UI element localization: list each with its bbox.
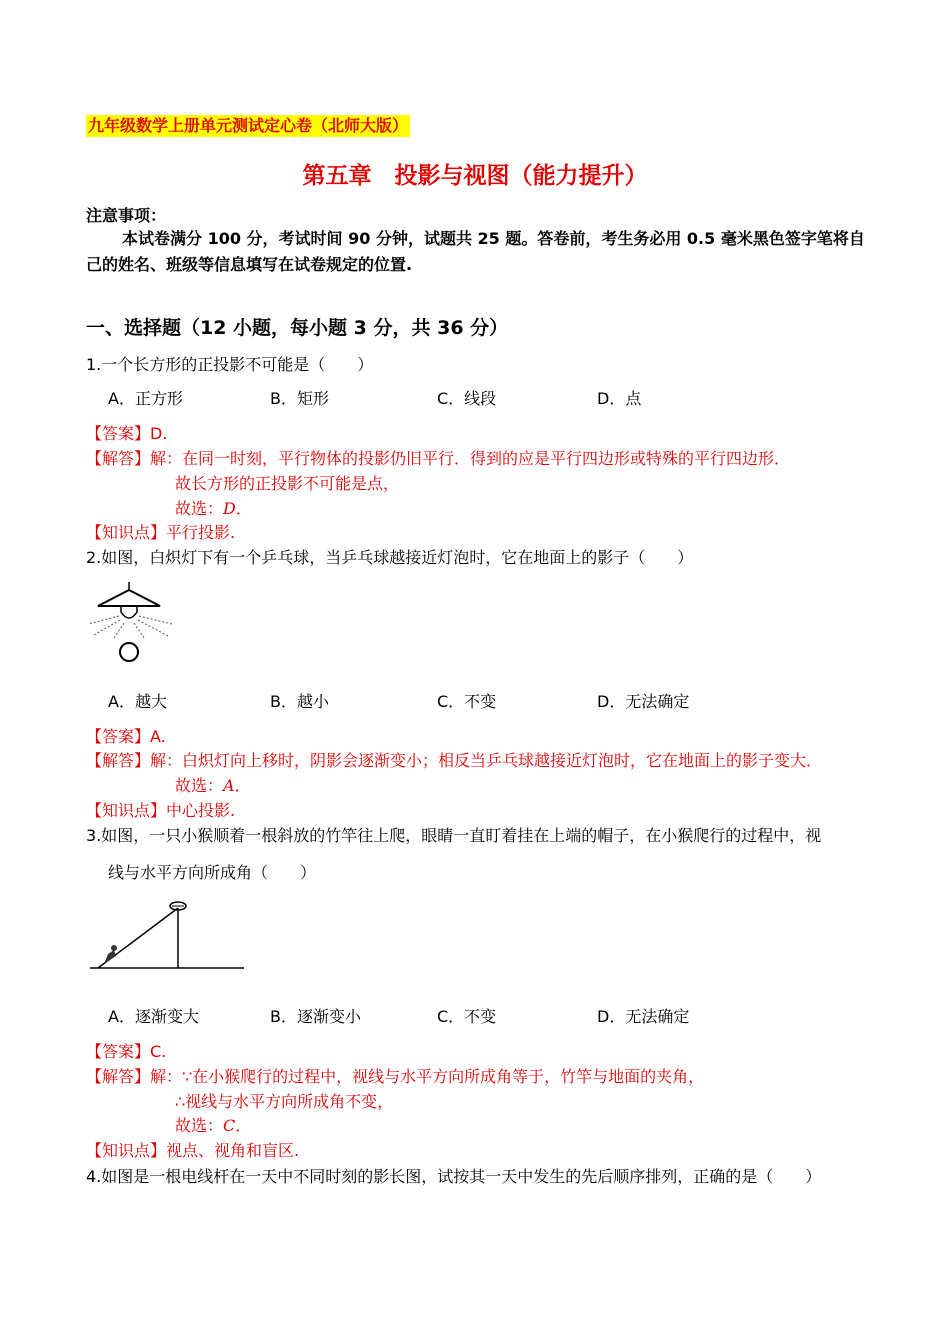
q1-answer: 【答案】D.: [86, 424, 168, 443]
question-1-stem: 1.一个长方形的正投影不可能是（ ）: [86, 355, 374, 374]
q2-option-d: D．无法确定: [597, 692, 690, 711]
q2-option-a: A．越大: [108, 692, 167, 711]
question-2-stem: 2.如图，白炽灯下有一个乒乓球，当乒乓球越接近灯泡时，它在地面上的影子（ ）: [86, 548, 694, 567]
q2-option-c: C．不变: [437, 692, 497, 711]
q3-option-b: B．逐渐变小: [270, 1007, 361, 1026]
q2-solution-line1: 【解答】解：白炽灯向上移时，阴影会逐渐变小；相反当乒乓球越接近灯泡时，它在地面上的影子变大．: [86, 751, 823, 770]
question-3-stem-line1: 3.如图，一只小猴顺着一根斜放的竹竿往上爬，眼睛一直盯着挂在上端的帽子，在小猴爬行的过程中，视: [86, 826, 822, 845]
q2-solution-line2: 故选：A．: [175, 776, 251, 795]
q1-solution-line2: 故长方形的正投影不可能是点，: [175, 474, 400, 493]
q3-option-d: D．无法确定: [597, 1007, 690, 1026]
notice-label: 注意事项：: [86, 206, 167, 225]
q3-option-a: A．逐渐变大: [108, 1007, 199, 1026]
monkey-bamboo-figure: [90, 892, 246, 972]
q1-solution-line3: 故选：D．: [175, 499, 252, 518]
chapter-title: 第五章 投影与视图（能力提升）: [302, 163, 648, 189]
q1-knowledge: 【知识点】平行投影.: [86, 523, 236, 542]
q3-knowledge: 【知识点】视点、视角和盲区.: [86, 1141, 300, 1160]
lamp-ball-figure: [84, 580, 176, 666]
question-3-stem-line2: 线与水平方向所成角（ ）: [108, 863, 317, 882]
q1-option-c: C．线段: [437, 389, 497, 408]
q1-option-a: A．正方形: [108, 389, 183, 408]
notice-text: 本试卷满分 100 分，考试时间 90 分钟，试题共 25 题。答卷前，考生务必用 0.5 毫米黑色签字笔将自己的姓名、班级等信息填写在试卷规定的位置.: [86, 229, 865, 274]
q2-option-b: B．越小: [270, 692, 329, 711]
q1-option-d: D．点: [597, 389, 642, 408]
q2-knowledge: 【知识点】中心投影.: [86, 801, 236, 820]
q3-answer: 【答案】C.: [86, 1042, 167, 1061]
q1-option-b: B．矩形: [270, 389, 329, 408]
question-4-stem: 4.如图是一根电线杆在一天中不同时刻的影长图，试按其一天中发生的先后顺序排列，正确的是（ ）: [86, 1167, 822, 1186]
q3-option-c: C．不变: [437, 1007, 497, 1026]
q2-answer: 【答案】A.: [86, 727, 166, 746]
q3-solution-line3: 故选：C．: [175, 1116, 252, 1135]
q1-solution-line1: 【解答】解：在同一时刻，平行物体的投影仍旧平行．得到的应是平行四边形或特殊的平行四边形．: [86, 449, 791, 468]
section-title: 一、选择题（12 小题，每小题 3 分，共 36 分）: [86, 317, 509, 339]
q3-solution-line2: ∴视线与水平方向所成角不变，: [175, 1092, 394, 1111]
q3-solution-line1: 【解答】解：∵在小猴爬行的过程中，视线与水平方向所成角等于，竹竿与地面的夹角，: [86, 1067, 705, 1086]
exam-banner: 九年级数学上册单元测试定心卷（北师大版）: [88, 116, 409, 135]
